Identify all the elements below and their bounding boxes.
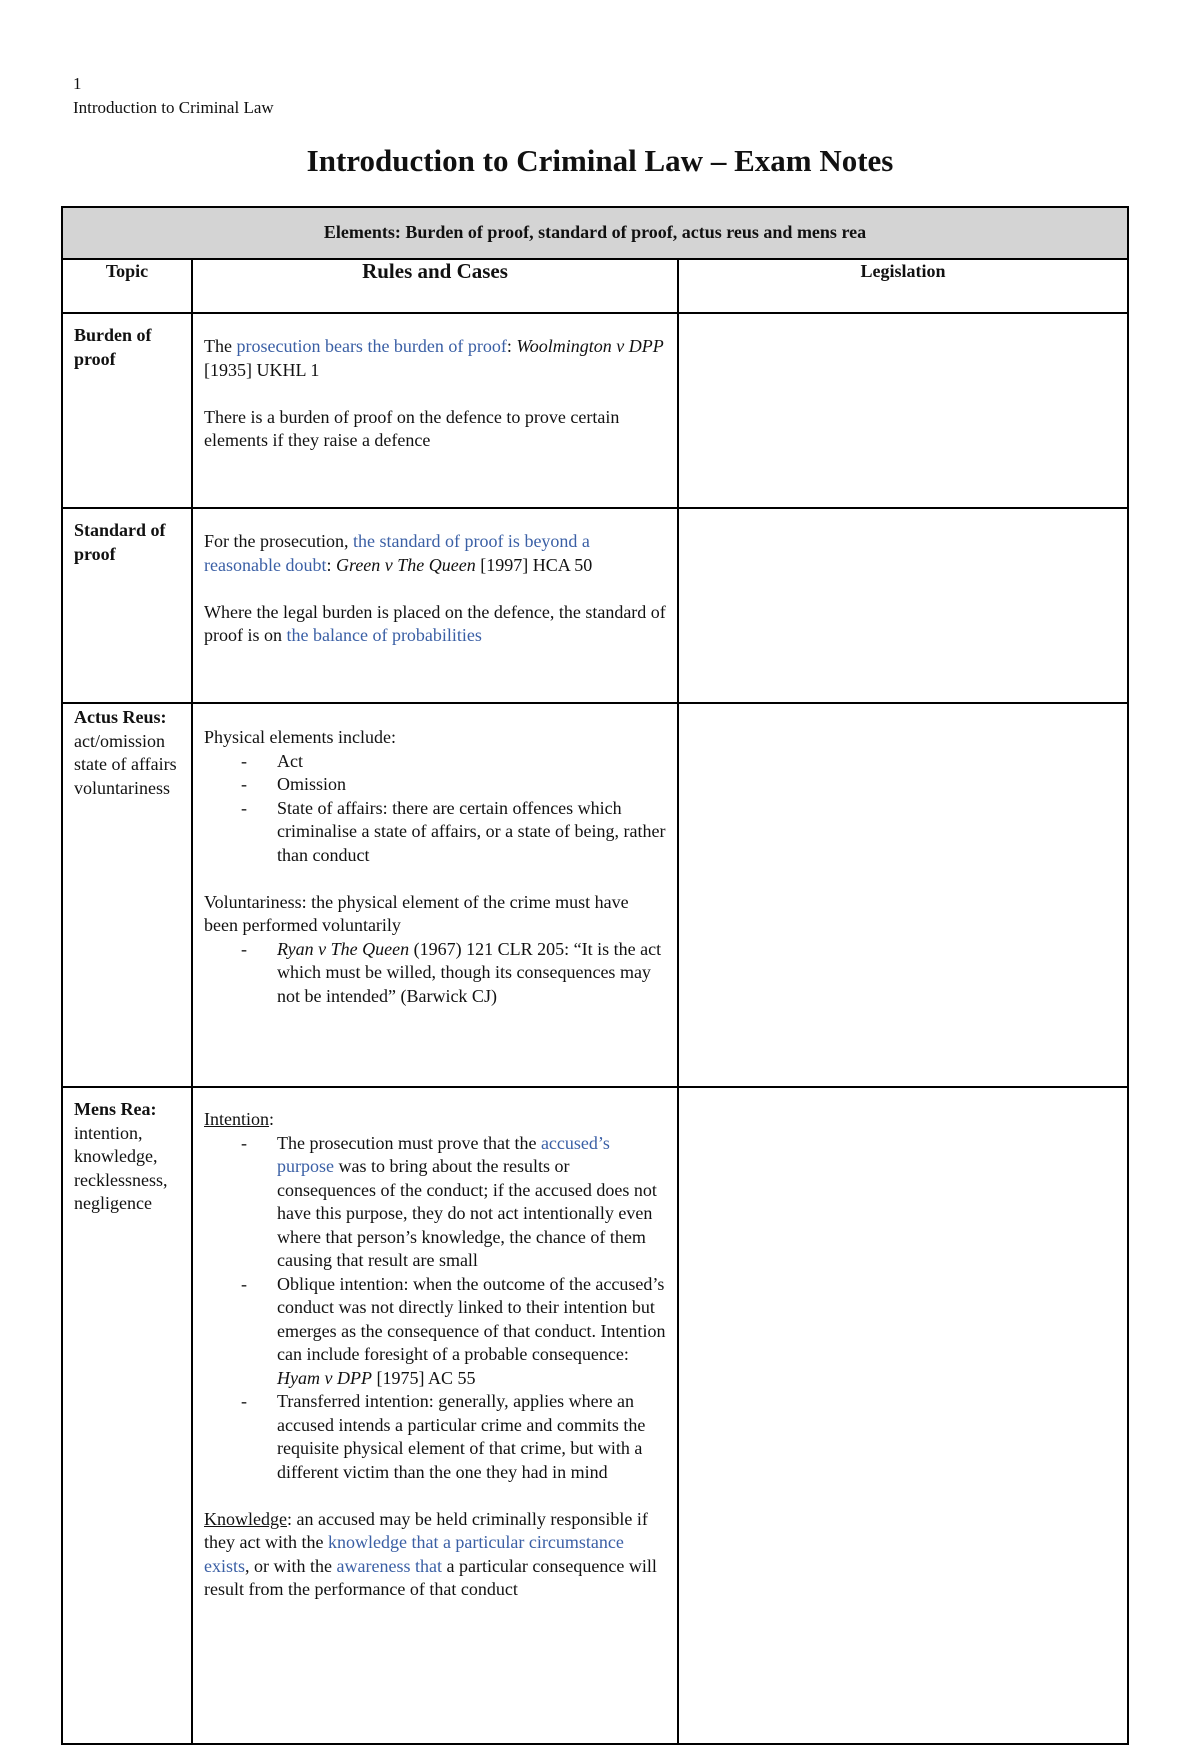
- list-item: - Omission: [277, 773, 667, 797]
- table-row-standard-of-proof: [62, 508, 1128, 703]
- table-banner: Elements: Burden of proof, standard of proof, actus reus and mens rea: [62, 207, 1128, 259]
- column-header-rules: Rules and Cases: [192, 259, 678, 313]
- legislation-cell: [678, 703, 1128, 1087]
- highlighted-text: the balance of probabilities: [286, 625, 482, 645]
- intention-list: [204, 1132, 667, 1485]
- rules-cell: [192, 703, 678, 1087]
- page-number: 1: [73, 74, 82, 93]
- list-item: - State of affairs: there are certain offences which criminalise a state of affairs, or a state of being, rather than conduct: [277, 797, 667, 868]
- topic-subline: recklessness,: [74, 1169, 168, 1190]
- list-item: - Oblique intention: when the outcome of the accused’s conduct was not directly linked to their intention but emerges as the consequence of that conduct. Intention can include foresight of a probable consequence: Hyam v DPP [1975] AC 55: [277, 1273, 667, 1391]
- legislation-cell: [678, 1087, 1128, 1744]
- topic-name: Burden of proof: [74, 325, 152, 369]
- topic-subline: knowledge,: [74, 1146, 158, 1166]
- rules-cell: [192, 313, 678, 508]
- column-header-topic: Topic: [62, 259, 192, 313]
- topic-subline: voluntariness: [74, 777, 170, 798]
- knowledge-heading: Knowledge: [204, 1508, 287, 1529]
- rule-paragraph: Knowledge: an accused may be held criminally responsible if they act with the knowledge that a particular circumstance exists, or with the awareness that a particular consequence will result from the performance of that conduct: [204, 1508, 657, 1599]
- column-header-row: [62, 259, 1128, 313]
- table-row-mens-rea: [62, 1087, 1128, 1744]
- rule-paragraph: There is a burden of proof on the defence to prove certain elements if they raise a defence: [204, 406, 620, 450]
- highlighted-text: knowledge that a particular circumstance exists: [204, 1532, 624, 1576]
- topic-subline: negligence: [74, 1193, 152, 1213]
- highlighted-text: awareness that: [336, 1555, 442, 1576]
- rule-paragraph: Where the legal burden is placed on the defence, the standard of proof is on the balance of probabilities: [204, 601, 666, 645]
- rule-paragraph: The prosecution bears the burden of proof: Woolmington v DPP [1935] UKHL 1: [204, 336, 664, 380]
- list-item: - Transferred intention: generally, applies where an accused intends a particular crime and commits the requisite physical element of that crime, but with a different victim than the one they had in mind: [277, 1390, 667, 1484]
- legislation-cell: [678, 313, 1128, 508]
- case-name: Ryan v The Queen: [277, 938, 410, 959]
- topic-name: Standard of proof: [74, 520, 166, 564]
- list-item: - Act: [277, 750, 667, 774]
- legislation-cell: [678, 508, 1128, 703]
- case-name: Woolmington v DPP: [516, 336, 664, 356]
- highlighted-text: accused’s purpose: [277, 1132, 610, 1176]
- physical-elements-list: [204, 750, 667, 868]
- topic-cell: [62, 703, 192, 1087]
- topic-cell: [62, 508, 192, 703]
- intention-heading: Intention: [204, 1109, 269, 1129]
- topic-cell: [62, 1087, 192, 1744]
- topic-name: Actus Reus:: [74, 707, 167, 727]
- column-header-legislation: Legislation: [678, 259, 1128, 313]
- table-row-burden-of-proof: [62, 313, 1128, 508]
- list-item: - Ryan v The Queen (1967) 121 CLR 205: “It is the act which must be willed, though its consequences may not be intended” (Barwick CJ): [277, 938, 667, 1009]
- topic-cell: [62, 313, 192, 508]
- case-name: Green v The Queen: [335, 554, 476, 575]
- rule-paragraph: Physical elements include:: [204, 727, 396, 747]
- list-item: - The prosecution must prove that the accused’s purpose was to bring about the results or consequences of the conduct; if the accused does not have this purpose, they do not act intentionally even where that person’s knowledge, the chance of them causing that result are small: [277, 1132, 667, 1273]
- rule-paragraph: For the prosecution, the standard of proof is beyond a reasonable doubt: Green v The Queen [1997] HCA 50: [204, 531, 593, 575]
- notes-table: [61, 206, 1129, 1745]
- rule-paragraph: Voluntariness: the physical element of the crime must have been performed voluntarily: [204, 891, 629, 935]
- voluntariness-list: [204, 938, 667, 1009]
- page-header: [73, 72, 274, 120]
- highlighted-text: the standard of proof is beyond a reasonable doubt: [204, 531, 590, 575]
- rule-paragraph: Intention:: [204, 1109, 275, 1129]
- document-title: Introduction to Criminal Law – Exam Notes: [306, 143, 894, 178]
- topic-subline: intention,: [74, 1122, 143, 1143]
- highlighted-text: prosecution bears the burden of proof: [236, 336, 507, 356]
- rules-cell: [192, 1087, 678, 1744]
- rules-cell: [192, 508, 678, 703]
- table-row-actus-reus: [62, 703, 1128, 1087]
- topic-subline: act/omission: [74, 730, 165, 751]
- case-name: Hyam v DPP: [277, 1367, 372, 1388]
- running-title: Introduction to Criminal Law: [73, 98, 274, 117]
- topic-subline: state of affairs: [74, 754, 177, 774]
- topic-name: Mens Rea:: [74, 1099, 157, 1119]
